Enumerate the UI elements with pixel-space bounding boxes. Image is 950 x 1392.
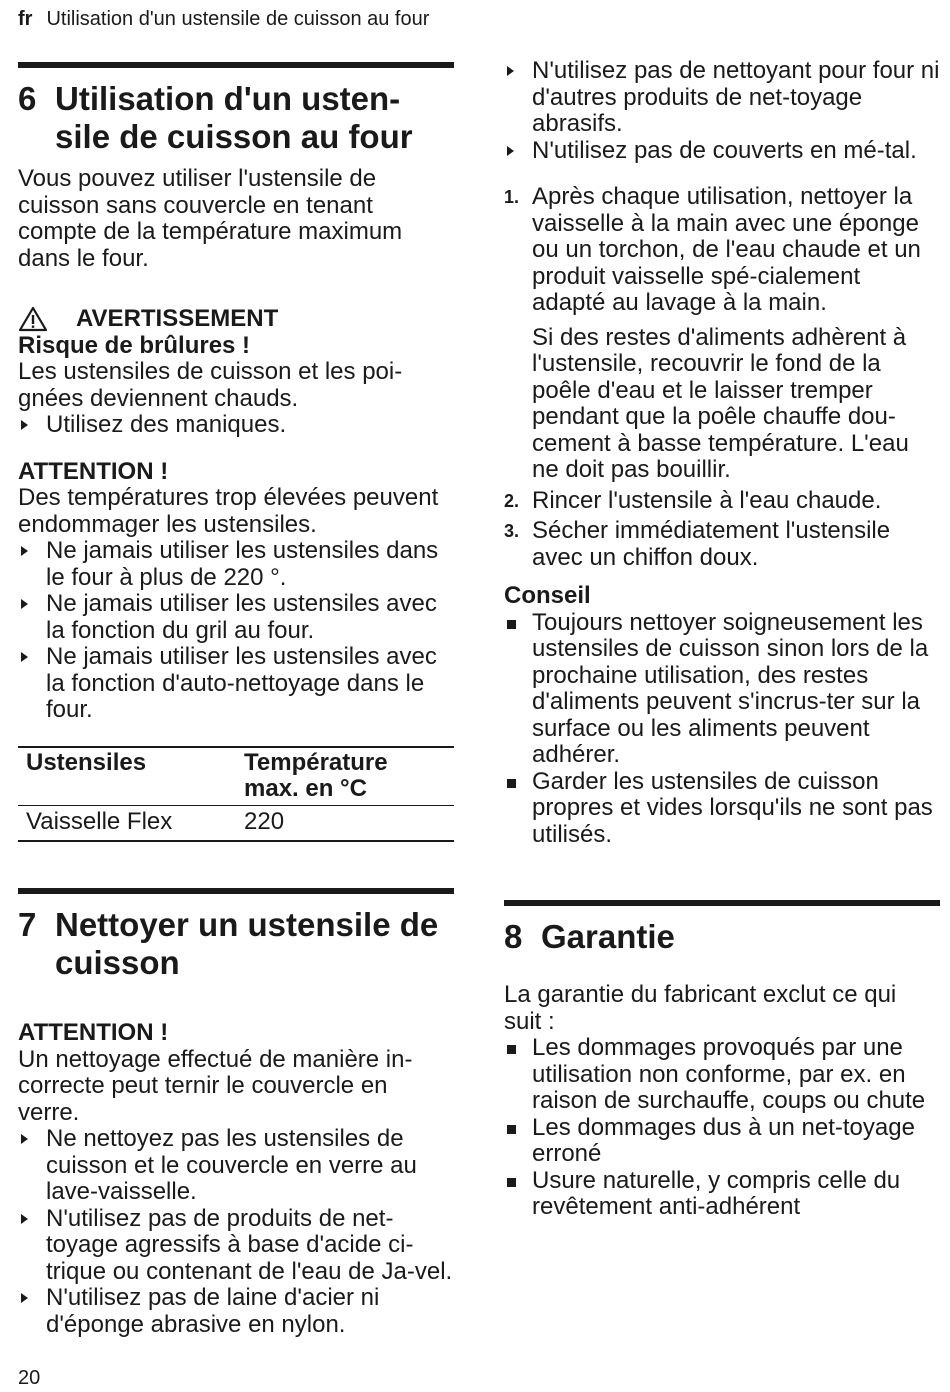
section-6-intro: Vous pouvez utiliser l'ustensile de cuisson sans couvercle en tenant compte de la température maximum dans le four.: [18, 165, 403, 272]
table-cell: Vaisselle Flex: [26, 807, 173, 835]
list-item: Ne jamais utiliser les ustensiles dans le four à plus de 220 °.: [18, 538, 454, 591]
list-item: Ne jamais utiliser les ustensiles avec la fonction d'auto-nettoyage dans le four.: [18, 644, 454, 724]
arrow-bullet-icon: [18, 591, 46, 644]
list-item: Usure naturelle, y compris celle du revêtement anti-adhérent: [504, 1168, 940, 1221]
list-item: N'utilisez pas de laine d'acier ni d'éponge abrasive en nylon.: [18, 1285, 454, 1338]
cleaning-warning-list-continued: [504, 58, 940, 164]
section-8-number: 8: [504, 918, 523, 955]
list-item: Les dommages dus à un net-toyage erroné: [504, 1115, 940, 1168]
arrow-bullet-icon: [18, 1206, 46, 1286]
step-note: Si des restes d'aliments adhèrent à l'ustensile, recouvrir le fond de la poêle d'eau et le laisser tremper pendant que la poêle chauffe dou-cement à basse température. L'eau ne doit pas bouillir.: [532, 323, 909, 483]
arrow-bullet-icon: [18, 1285, 46, 1338]
step-item: [504, 488, 940, 515]
running-title: Utilisation d'un ustensile de cuisson au four: [46, 8, 430, 30]
list-item: N'utilisez pas de produits de net-toyage agressifs à base d'acide ci-trique ou contenant de l'eau de Ja-vel.: [18, 1206, 454, 1286]
section-6-rule: [18, 62, 454, 68]
language-code: fr: [18, 8, 33, 30]
table-row: [18, 805, 454, 841]
list-item: Les dommages provoqués par une utilisation non conforme, par ex. en raison de surchauffe, coups ou chute: [504, 1035, 940, 1115]
step-text: Après chaque utilisation, nettoyer la vaisselle à la main avec une éponge ou un torchon, de l'eau chaude et un produit vaisselle spé-cialement adapté au lavage à la main.: [532, 183, 921, 316]
guarantee-exclusions-list: [504, 1035, 940, 1221]
step-text: Rincer l'ustensile à l'eau chaude.: [532, 486, 882, 514]
attention-text: Des températures trop élevées peuvent endommager les ustensiles.: [18, 484, 439, 538]
section-7-title: Nettoyer un ustensile de cuisson: [55, 906, 439, 981]
attention-text: Un nettoyage effectué de manière in-correcte peut ternir le couvercle en verre.: [18, 1045, 413, 1126]
step-text: Sécher immédiatement l'ustensile avec un chiffon doux.: [532, 517, 891, 571]
attention-list: [18, 538, 454, 724]
list-item: Ne jamais utiliser les ustensiles avec la fonction du gril au four.: [18, 591, 454, 644]
table-cell: 220: [244, 807, 285, 835]
list-item: Utilisez des maniques.: [18, 412, 454, 439]
attention-label: ATTENTION !: [18, 457, 169, 485]
section-8-rule: [504, 900, 940, 906]
cleaning-warning-list: [18, 1126, 454, 1338]
list-item: N'utilisez pas de couverts en mé-tal.: [504, 138, 940, 165]
square-bullet-icon: [504, 610, 532, 769]
square-bullet-icon: [504, 769, 532, 849]
square-bullet-icon: [504, 1168, 532, 1221]
arrow-bullet-icon: [18, 412, 46, 439]
square-bullet-icon: [504, 1115, 532, 1168]
square-bullet-icon: [504, 1035, 532, 1115]
arrow-bullet-icon: [18, 1126, 46, 1206]
step-item: [504, 184, 940, 484]
section-8-heading: [504, 918, 940, 956]
list-item: Garder les ustensiles de cuisson propres et vides lorsqu'ils ne sont pas utilisés.: [504, 769, 940, 849]
section-6-number: 6: [18, 80, 37, 117]
section-8-intro: La garantie du fabricant exclut ce qui suit :: [504, 981, 897, 1035]
temperature-table: [18, 746, 454, 843]
section-7-rule: [18, 888, 454, 894]
step-number: 1.: [504, 187, 520, 207]
page-number: 20: [18, 1367, 41, 1389]
left-column: [18, 62, 454, 1338]
section-6-heading: [18, 80, 454, 156]
section-8-title: Garantie: [541, 918, 675, 955]
arrow-bullet-icon: [504, 138, 532, 165]
section-7-number: 7: [18, 906, 37, 943]
attention-label: ATTENTION !: [18, 1019, 169, 1046]
step-number: 2.: [504, 490, 520, 511]
tip-list: [504, 610, 940, 849]
section-7-heading: [18, 906, 454, 982]
section-6-title: Utilisation d'un usten-sile de cuisson au four: [55, 80, 413, 155]
arrow-bullet-icon: [504, 58, 532, 138]
warning-risk: Risque de brûlures !: [18, 331, 251, 359]
step-number: 3.: [504, 521, 520, 541]
warning-heading: [18, 306, 454, 333]
cleaning-steps: [504, 184, 940, 571]
warning-list: [18, 412, 454, 439]
right-column: [504, 58, 940, 1221]
list-item: N'utilisez pas de nettoyant pour four ni d'autres produits de net-toyage abrasifs.: [504, 58, 940, 138]
warning-triangle-icon: [18, 306, 48, 332]
page-header: [18, 8, 429, 31]
warning-label: AVERTISSEMENT: [76, 305, 279, 332]
tip-label: Conseil: [504, 582, 591, 609]
warning-text: Les ustensiles de cuisson et les poi-gnées deviennent chauds.: [18, 358, 403, 412]
list-item: Toujours nettoyer soigneusement les ustensiles de cuisson sinon lors de la prochaine utilisation, des restes d'aliments peuvent s'incrus-ter sur la surface ou les aliments peuvent adhérer.: [504, 610, 940, 769]
step-item: [504, 518, 940, 571]
list-item: Ne nettoyez pas les ustensiles de cuisson et le couvercle en verre au lave-vaisselle.: [18, 1126, 454, 1206]
table-header-row: [18, 747, 454, 806]
column-header: Température max. en °C: [236, 747, 454, 806]
arrow-bullet-icon: [18, 644, 46, 724]
column-header: Ustensiles: [18, 747, 236, 806]
arrow-bullet-icon: [18, 538, 46, 591]
